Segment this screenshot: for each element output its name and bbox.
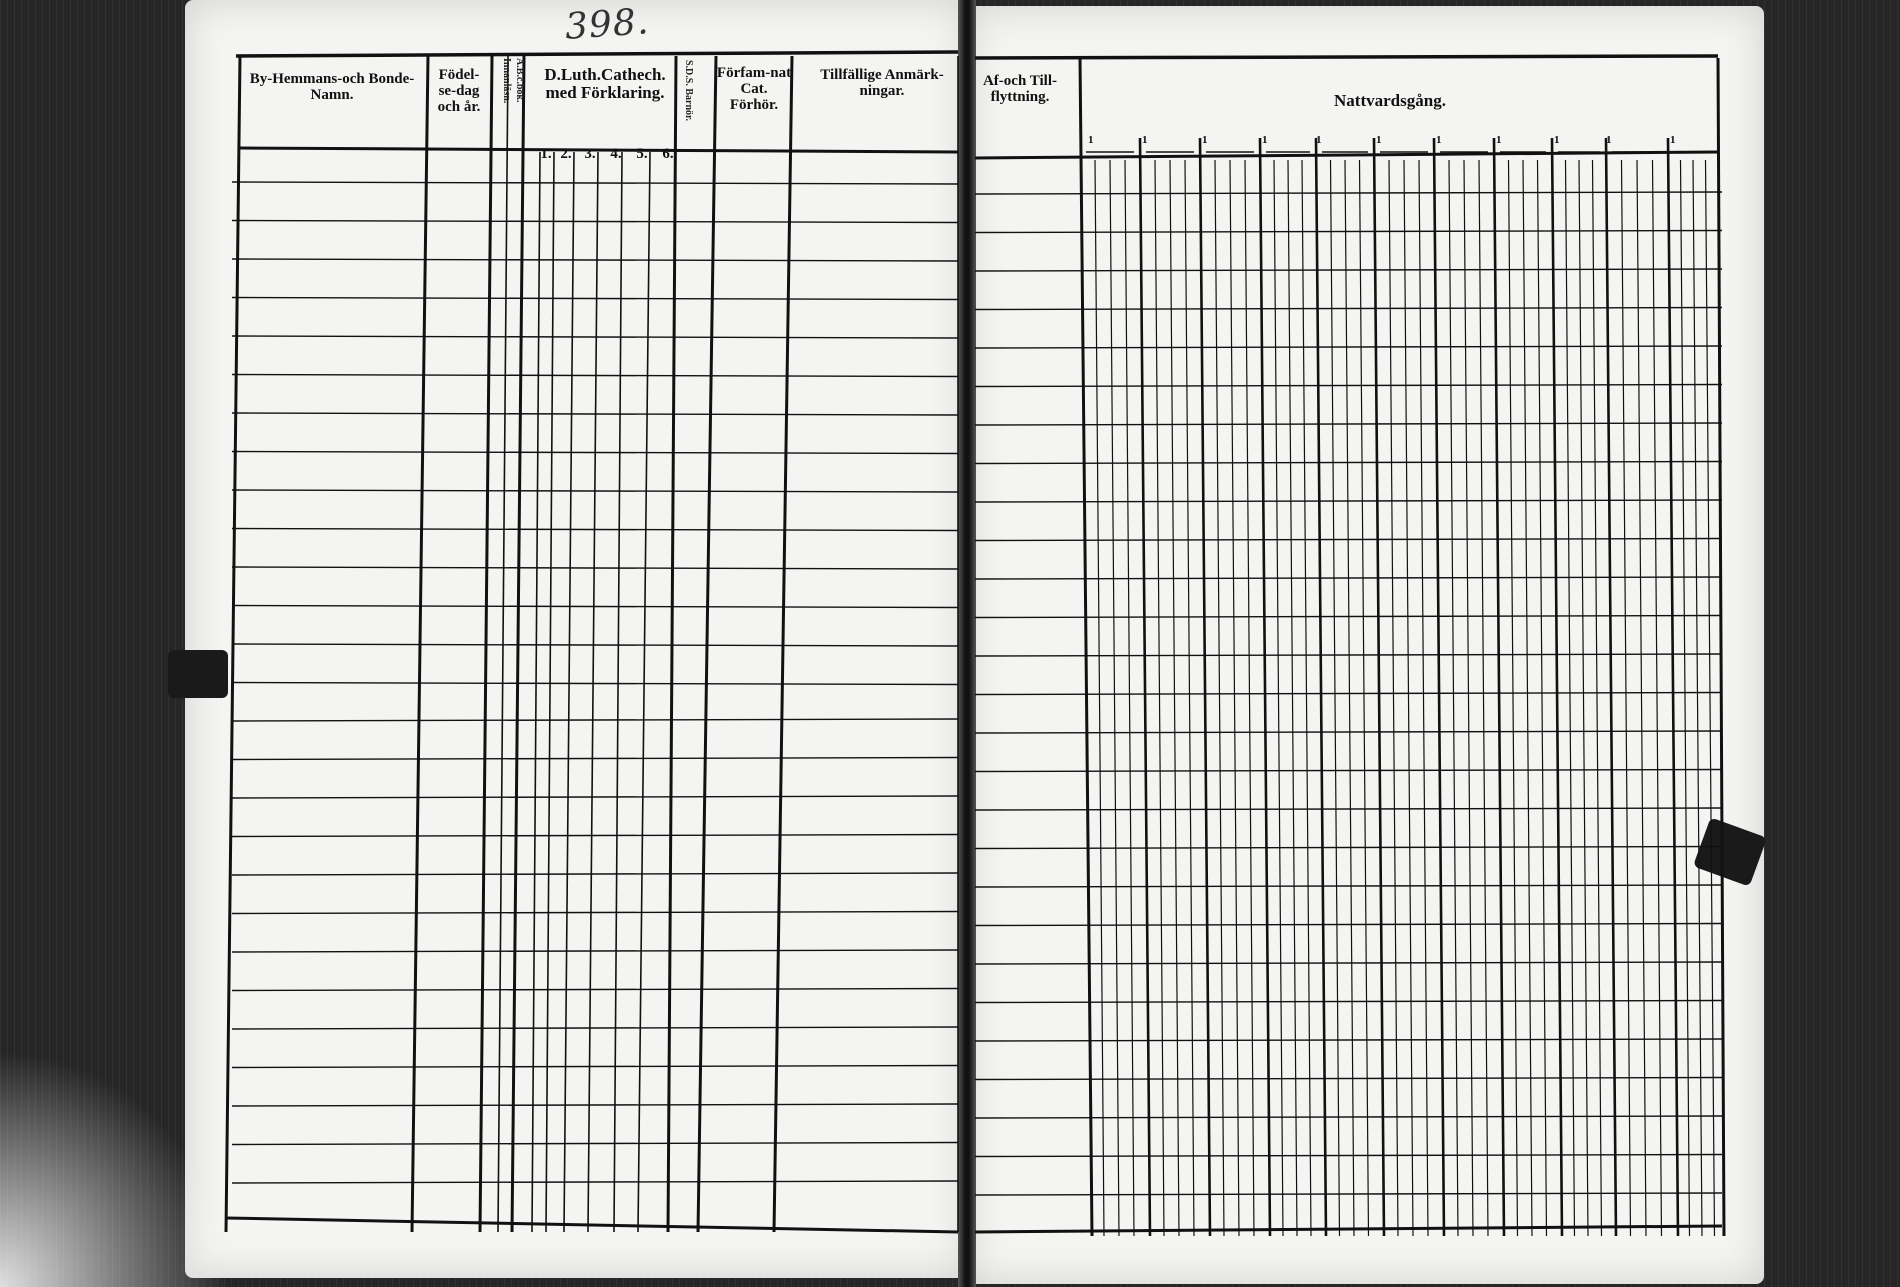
header-sd-barnor: S.D.S. Barnör. [683, 60, 694, 122]
header-innanlasn: Innanläsn. [501, 58, 512, 104]
right-subcolumn-rule [1419, 160, 1428, 1236]
right-row-rule [975, 1039, 1722, 1041]
right-subcolumn-rule [1110, 160, 1119, 1236]
left-row-rule [232, 989, 958, 991]
right-subcolumn-rule [1360, 160, 1369, 1236]
left-column-rule [668, 56, 676, 1232]
header-abc-bok: A.B.c.bok. [514, 58, 525, 103]
right-row-rule [975, 1078, 1722, 1080]
right-subcolumn-rule [1706, 160, 1715, 1236]
header-tillfallige: Tillfällige Anmärk-ningar. [820, 67, 944, 99]
left-row-rule [232, 1181, 958, 1183]
group-mark: 1 [1376, 134, 1382, 146]
left-column-rule [564, 152, 574, 1232]
left-column-rule [512, 56, 524, 1232]
group-mark: 1 [1436, 134, 1442, 146]
header-fodelse: Födel-se-dag och år. [437, 67, 481, 115]
right-subcolumn-rule [1509, 160, 1518, 1236]
right-row-rule [975, 1116, 1722, 1118]
left-row-rule [232, 950, 958, 952]
group-mark: 1 [1202, 134, 1208, 146]
right-group-rule [1668, 138, 1678, 1236]
left-row-rule [232, 375, 958, 377]
page-number: 398. [563, 1, 651, 48]
right-subcolumn-rule [1185, 160, 1194, 1236]
header-by-hemmans: By-Hemmans-och Bonde-Namn. [249, 71, 415, 103]
cathech-sub-number: 4. [610, 146, 622, 162]
right-row-rule [975, 423, 1722, 425]
left-column-rule [638, 152, 650, 1232]
right-group-rule [1200, 138, 1210, 1236]
left-column-rule [498, 56, 508, 1232]
left-row-rule [232, 1066, 958, 1068]
left-row-rule [232, 683, 958, 685]
right-column-rule [1080, 58, 1092, 1236]
right-group-rule [1434, 138, 1444, 1236]
right-subcolumn-rule [1215, 160, 1224, 1236]
right-subcolumn-rule [1274, 160, 1283, 1236]
right-group-rule [1260, 138, 1270, 1236]
left-column-rule [546, 152, 554, 1232]
right-row-rule [975, 962, 1722, 964]
right-group-rule [1552, 138, 1562, 1236]
right-row-rule [975, 1155, 1722, 1157]
right-subcolumn-rule [1095, 160, 1104, 1236]
right-group-rule [1140, 138, 1150, 1236]
right-column-rule [1718, 58, 1724, 1236]
right-subcolumn-rule [1125, 160, 1134, 1236]
right-group-rule [1606, 138, 1616, 1236]
right-subcolumn-rule [1449, 160, 1458, 1236]
group-mark: 1 [1142, 134, 1148, 146]
right-subcolumn-rule [1622, 160, 1631, 1236]
left-row-rule [232, 182, 958, 184]
cathech-sub-number: 5. [636, 146, 648, 162]
left-row-rule [232, 336, 958, 338]
right-subcolumn-rule [1302, 160, 1311, 1236]
right-row-rule [975, 385, 1722, 387]
group-mark: 1 [1262, 134, 1268, 146]
right-subcolumn-rule [1593, 160, 1602, 1236]
right-subcolumn-rule [1245, 160, 1254, 1236]
left-row-rule [232, 873, 958, 875]
right-subcolumn-rule [1230, 160, 1239, 1236]
right-subcolumn-rule [1637, 160, 1646, 1236]
right-subcolumn-rule [1331, 160, 1340, 1236]
group-mark: 1 [1496, 134, 1502, 146]
right-subcolumn-rule [1653, 160, 1662, 1236]
left-row-rule [232, 221, 958, 223]
left-top-rule [236, 52, 958, 56]
right-row-rule [975, 1193, 1722, 1195]
light-glare [0, 1050, 230, 1287]
left-row-rule [232, 1143, 958, 1145]
left-row-rule [232, 644, 958, 646]
right-row-rule [975, 192, 1722, 194]
right-subcolumn-rule [1579, 160, 1588, 1236]
left-column-rule [774, 56, 792, 1232]
left-bottom-rule [226, 1218, 958, 1232]
left-row-rule [232, 796, 958, 798]
right-row-rule [975, 269, 1722, 271]
right-row-rule [975, 346, 1722, 348]
right-group-rule [1494, 138, 1504, 1236]
left-column-rule [698, 56, 716, 1232]
cathech-sub-number: 2. [560, 146, 572, 162]
left-row-rule [232, 835, 958, 837]
right-row-rule [975, 1001, 1722, 1003]
group-mark: 1 [1554, 134, 1560, 146]
left-row-rule [232, 1027, 958, 1029]
cathech-sub-number: 3. [584, 146, 596, 162]
group-mark: 1 [1606, 134, 1612, 146]
left-column-rule [614, 152, 622, 1232]
left-column-rule [588, 152, 598, 1232]
header-cathech: D.Luth.Cathech. med Förklaring. [544, 65, 666, 102]
left-row-rule [232, 259, 958, 261]
group-mark: 1 [1088, 134, 1094, 146]
group-mark: 1 [1670, 134, 1676, 146]
cathech-sub-number: 1. [540, 146, 552, 162]
right-subcolumn-rule [1523, 160, 1532, 1236]
left-row-rule [232, 1104, 958, 1106]
left-row-rule [232, 912, 958, 914]
right-row-rule [975, 231, 1722, 233]
right-row-rule [975, 924, 1722, 926]
right-group-rule [1374, 138, 1384, 1236]
right-subcolumn-rule [1693, 160, 1702, 1236]
right-subcolumn-rule [1345, 160, 1354, 1236]
right-subcolumn-rule [1538, 160, 1547, 1236]
left-row-rule [232, 606, 958, 608]
header-af-och-till: Af-och Till-flyttning. [982, 73, 1058, 105]
group-mark: 1 [1316, 134, 1322, 146]
left-row-rule [232, 567, 958, 569]
right-subcolumn-rule [1389, 160, 1398, 1236]
right-group-rule [1316, 138, 1326, 1236]
right-subcolumn-rule [1479, 160, 1488, 1236]
right-top-rule [975, 56, 1718, 58]
right-subcolumn-rule [1566, 160, 1575, 1236]
header-forfamnat: Förfam-nat Cat. Förhör. [716, 65, 792, 113]
left-row-rule [232, 719, 958, 721]
right-bottom-rule [975, 1226, 1722, 1232]
right-row-rule [975, 308, 1722, 310]
right-subcolumn-rule [1464, 160, 1473, 1236]
left-column-rule [532, 152, 540, 1232]
header-nattvardsgang: Nattvardsgång. [1334, 91, 1446, 110]
cathech-sub-number: 6. [662, 146, 674, 162]
right-subcolumn-rule [1155, 160, 1164, 1236]
right-subcolumn-rule [1170, 160, 1179, 1236]
left-row-rule [232, 298, 958, 300]
left-row-rule [232, 758, 958, 760]
right-subcolumn-rule [1681, 160, 1690, 1236]
right-subcolumn-rule [1288, 160, 1297, 1236]
right-subcolumn-rule [1404, 160, 1413, 1236]
